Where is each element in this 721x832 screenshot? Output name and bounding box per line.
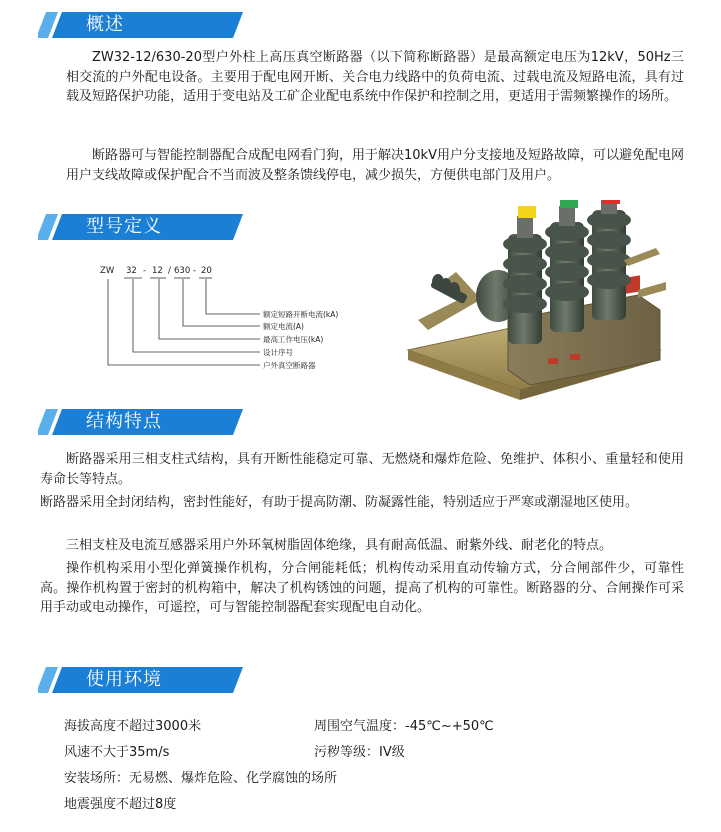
env-wind-speed: 风速不大于35m/s [64,745,170,760]
model-code-voltage: 12 [152,266,163,276]
section-title-overview: 概述 [86,14,124,35]
circuit-breaker-illustration [398,200,670,410]
model-label-max-voltage: 最高工作电压(kA) [263,335,324,344]
env-temperature: 周围空气温度：-45℃~+50℃ [314,719,494,734]
overview-paragraph-1: ZW32-12/630-20型户外柱上高压真空断路器（以下简称断路器）是最高额定电压为12kV，50Hz三相交流的户外配电设备。主要用于配电网开断、关合电力线路中的负荷电流、过载电流及短路电流，具有过载及短路保护功能，适用于变电站及工矿企业配电系统中作保护和控制之用，更适用于需频繁操作的场所。 [66,50,684,104]
model-code-breaking: 20 [201,266,212,276]
model-label-outdoor-vacuum-breaker: 户外真空断路器 [263,361,316,370]
section-header-environment [38,663,248,697]
section-title-environment: 使用环境 [86,669,162,690]
env-pollution-level: 污秽等级：IV级 [314,745,405,760]
model-code-prefix: ZW [100,266,115,276]
section-header-structure [38,405,248,439]
model-code-sep: - [193,266,197,276]
model-label-rated-current: 额定电流(A) [263,322,304,331]
section-title-model: 型号定义 [86,216,162,237]
model-code-sep: - [143,266,147,276]
model-code-current: 630 [174,266,191,276]
structure-paragraph-3: 三相支柱及电流互感器采用户外环氧树脂固体绝缘，具有耐高低温、耐紫外线、耐老化的特点。 [66,538,613,553]
model-code-design: 32 [126,266,137,276]
structure-paragraph-1: 断路器采用三相支柱式结构，具有开断性能稳定可靠、无燃烧和爆炸危险、免维护、体积小、重量轻和使用寿命长等特点。 [40,452,684,487]
overview-paragraph-2: 断路器可与智能控制器配合成配电网看门狗，用于解决10kV用户分支接地及短路故障，可以避免配电网用户支线故障或保护配合不当而波及整条馈线停电，减少损失，方便供电部门及用户。 [66,148,684,183]
model-code-diagram [90,266,390,386]
env-installation-site: 安装场所：无易燃、爆炸危险、化学腐蚀的场所 [64,771,338,786]
structure-paragraph-2: 断路器采用全封闭结构，密封性能好，有助于提高防潮、防凝露性能，特别适应于严寒或潮湿地区使用。 [40,495,639,510]
structure-paragraph-4: 操作机构采用小型化弹簧操作机构，分合闸能耗低；机构传动采用直动传输方式，分合闸部件少，可靠性高。操作机构置于密封的机构箱中，解决了机构锈蚀的问题，提高了机构的可靠性。断路器的分、合闸操作可采用手动或电动操作，可遥控，可与智能控制器配套实现配电自动化。 [40,561,684,615]
env-altitude: 海拔高度不超过3000米 [64,719,202,734]
section-header-model [38,210,248,244]
circuit-breaker-product-image [398,200,670,410]
env-seismic-intensity: 地震强度不超过8度 [64,797,177,812]
model-label-design-number: 设计序号 [263,348,293,357]
header-banner-shape [38,8,248,42]
model-code-sep: / [168,266,171,276]
section-header-overview [38,8,248,42]
section-title-structure: 结构特点 [86,411,162,432]
model-label-breaking-current: 额定短路开断电流(kA) [263,310,339,319]
model-code-leader-lines [90,266,270,386]
